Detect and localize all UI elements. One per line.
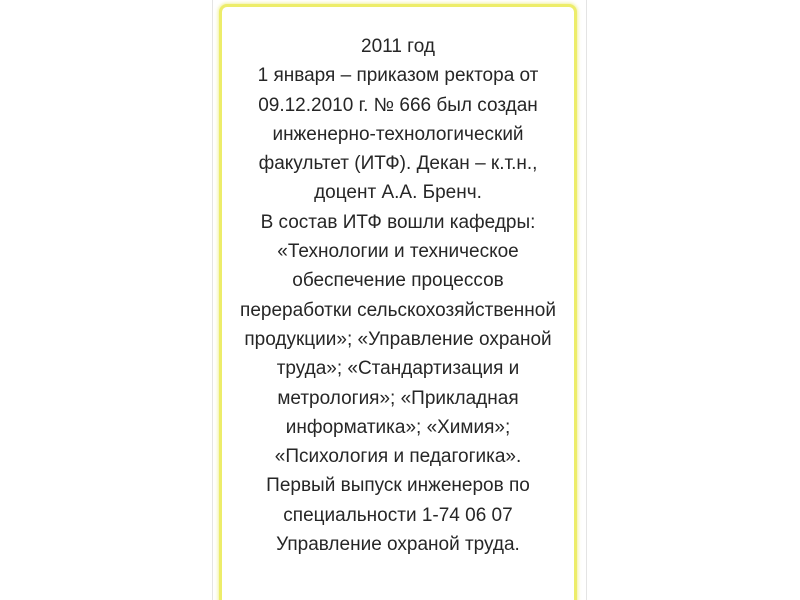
text-line: инженерно-технологический — [272, 123, 524, 145]
text-line: специальности 1-74 06 07 — [283, 504, 513, 526]
text-line: «Технологии и техническое — [277, 241, 519, 263]
text-line: информатика»; «Химия»; — [285, 416, 511, 438]
text-line: В состав ИТФ вошли кафедры: — [260, 211, 536, 233]
text-line: доцент А.А. Бренч. — [314, 182, 482, 204]
text-line: Первый выпуск инженеров по — [266, 475, 530, 497]
text-line: труда»; «Стандартизация и — [276, 358, 520, 380]
history-text — [222, 32, 574, 559]
text-line: Управление охраной труда. — [276, 534, 520, 556]
text-line: «Психология и педагогика». — [274, 446, 522, 468]
text-card — [219, 4, 577, 600]
text-line: 2011 год — [361, 36, 435, 57]
text-line: продукции»; «Управление охраной — [244, 328, 552, 350]
text-line: факультет (ИТФ). Декан – к.т.н., — [258, 153, 538, 175]
right-divider — [586, 0, 587, 600]
text-line: метрология»; «Прикладная — [277, 387, 519, 409]
text-line: 1 января – приказом ректора от — [257, 65, 539, 87]
text-line: обеспечение процессов — [292, 270, 504, 292]
text-line: переработки сельскохозяйственной — [240, 299, 556, 321]
left-divider — [212, 0, 213, 600]
text-line: 09.12.2010 г. № 666 был создан — [258, 94, 538, 116]
